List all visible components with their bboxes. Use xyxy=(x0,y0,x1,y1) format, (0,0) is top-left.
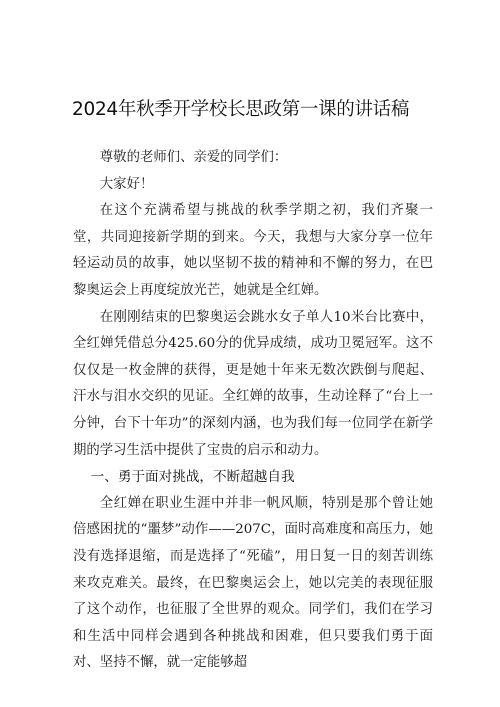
document-title: 2024年秋季开学校长思政第一课的讲话稿 xyxy=(72,99,410,120)
document-body xyxy=(73,145,433,677)
paragraph-intro: 在这个充满希望与挑战的秋季学期之初，我们齐聚一堂，共同迎接新学期的到来。今天，我想与大家分享一位年轻运动员的故事，她以坚韧不拔的精神和不懈的努力，在巴黎奥运会上再度绽放光芒，她就是全红婵。 xyxy=(73,203,433,298)
paragraph-section-1: 全红婵在职业生涯中并非一帆风顺，特别是那个曾让她倍感困扰的“噩梦”动作——207C，面时高难度和高压力，她没有选择退缩，而是选择了“死磕”，用日复一日的刻苦训练来攻克难关。最终，在巴黎奥运会上，她以完美的表现征服了这个动作，也征服了全世界的观众。同学们，我们在学习和生活中同样会遇到各种挑战和困难，但只要我们勇于面对、坚持不懈，就一定能够超 xyxy=(73,495,433,671)
paragraph-champion: 在刚刚结束的巴黎奥运会跳水女子单人10米台比赛中，全红婵凭借总分425.60分的优异成绩，成功卫冕冠军。这不仅仅是一枚金牌的获得，更是她十年来无数次跌倒与爬起、汗水与泪水交织的见证。全红婵的故事，生动诠释了“台上一分钟，台下十年功”的深刻内涵，也为我们每一位同学在新学期的学习生活中提供了宝贵的启示和动力。 xyxy=(73,309,433,458)
section-heading-1: 一、勇于面对挑战，不断超越自我 xyxy=(90,469,295,486)
greeting: 大家好！ xyxy=(99,176,154,192)
salutation: 尊敬的老师们、亲爱的同学们： xyxy=(99,150,288,165)
